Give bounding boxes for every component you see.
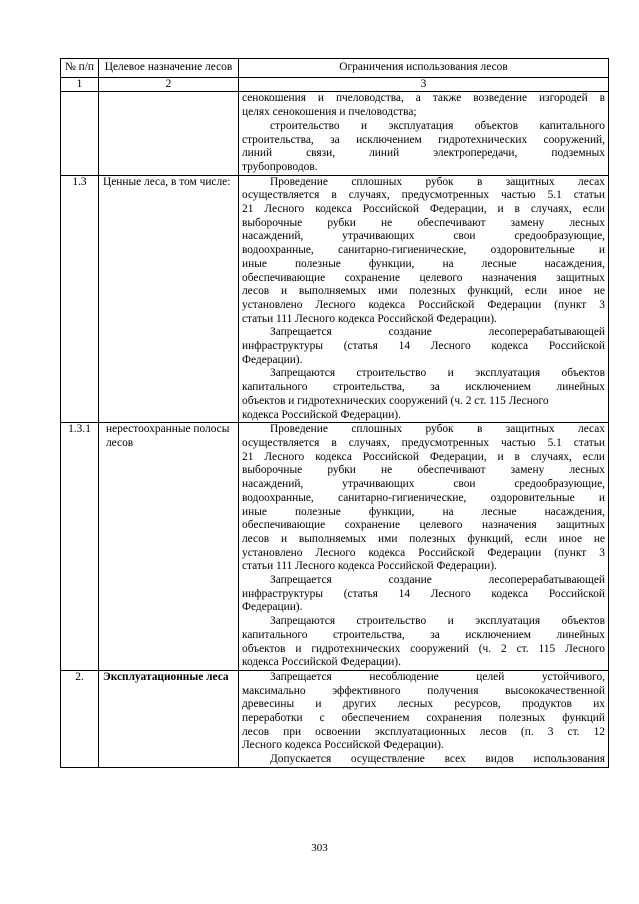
paragraph xyxy=(242,574,605,615)
text-line: объектов и гидротехнических сооружений (ч. 2 ст. 115 Лесного xyxy=(242,642,605,655)
table-row xyxy=(61,670,609,767)
text-line: инфраструктуры (статья 14 Лесного кодекса Российской xyxy=(242,340,605,353)
text-line: Федерации). xyxy=(242,353,303,366)
row-number: 1.3.1 xyxy=(61,423,99,671)
text-line: Запрещаются строительство и эксплуатация объектов xyxy=(270,367,605,380)
text-line: переработки с обеспечением сохранения полезных функций xyxy=(242,712,605,725)
text-line: Проведение сплошных рубок в защитных лесах xyxy=(270,423,605,436)
paragraph xyxy=(242,92,605,119)
row-restrictions xyxy=(239,423,609,671)
text-line: целях сенокошения и пчеловодства; xyxy=(242,106,417,119)
row-number: 1.3 xyxy=(61,175,99,423)
text-line: 21 Лесного кодекса Российской Федерации, и в случаях, если xyxy=(242,450,605,463)
text-line: насаждений, утрачивающих свои средообразующие, xyxy=(242,230,605,243)
table-row xyxy=(61,175,609,423)
text-line: установлено Лесного кодекса Российской Федерации (пункт 3 xyxy=(242,546,605,559)
document-page xyxy=(60,58,608,768)
table-row xyxy=(61,92,609,175)
text-line: Федерации). xyxy=(242,601,303,614)
column-number-2: 2 xyxy=(99,77,239,92)
text-line: древесины и других лесных ресурсов, продуктов их xyxy=(242,698,605,711)
text-line: иные полезные функции, на лесные насаждения, xyxy=(242,257,605,270)
row-number: 2. xyxy=(61,670,99,767)
text-line: Запрещается создание лесоперерабатывающей xyxy=(270,574,605,587)
text-line: сенокошения и пчеловодства, а также возведение изгородей в xyxy=(242,92,605,105)
paragraph xyxy=(242,367,605,422)
text-line: капитального строительства, за исключением линейных xyxy=(242,381,605,394)
header-number: № п/п xyxy=(61,59,99,78)
text-line: Запрещается несоблюдение целей устойчивого, xyxy=(270,670,605,683)
text-line: насаждений, утрачивающих свои средообразующие, xyxy=(242,478,605,491)
column-number-1: 1 xyxy=(61,77,99,92)
header-purpose: Целевое назначение лесов xyxy=(99,59,239,78)
paragraph xyxy=(242,423,605,574)
text-line: водоохранные, санитарно-гигиенические, оздоровительные и xyxy=(242,244,605,257)
column-number-3: 3 xyxy=(239,77,609,92)
row-number xyxy=(61,92,99,175)
paragraph xyxy=(242,753,605,767)
text-line: статьи 111 Лесного кодекса Российской Федерации). xyxy=(242,312,497,325)
text-line: капитального строительства, за исключением линейных xyxy=(242,628,605,641)
row-purpose: Эксплуатационные леса xyxy=(99,670,239,767)
text-line: строительства, за исключением гидротехнических сооружений, xyxy=(242,133,605,146)
paragraph xyxy=(242,176,605,327)
text-line: строительство и эксплуатация объектов капитального xyxy=(270,119,605,132)
row-purpose: нерестоохранные полосы лесов xyxy=(99,423,239,671)
text-line: объектов и гидротехнических сооружений (ч. 2 ст. 115 Лесного xyxy=(242,394,549,407)
text-line: статьи 111 Лесного кодекса Российской Федерации). xyxy=(242,560,497,573)
text-line: установлено Лесного кодекса Российской Федерации (пункт 3 xyxy=(242,298,605,311)
text-line: обеспечивающие сохранение целевого назначения защитных xyxy=(242,271,605,284)
text-line: выборочные рубки не обеспечивают замену лесных xyxy=(242,216,605,229)
paragraph xyxy=(242,120,605,175)
text-line: Допускается осуществление всех видов использования xyxy=(270,753,605,766)
page-number: 303 xyxy=(311,842,328,854)
text-line: инфраструктуры (статья 14 Лесного кодекса Российской xyxy=(242,587,605,600)
paragraph xyxy=(242,671,605,753)
text-line: Запрещается создание лесоперерабатывающей xyxy=(270,326,605,339)
header-restrictions: Ограничения использования лесов xyxy=(239,59,609,78)
text-line: лесов и выполняемых ими полезных функций, если иное не xyxy=(242,285,605,298)
row-restrictions xyxy=(239,670,609,767)
text-line: иные полезные функции, на лесные насаждения, xyxy=(242,505,605,518)
row-restrictions xyxy=(239,92,609,175)
text-line: кодекса Российской Федерации). xyxy=(242,656,401,669)
text-line: Лесного кодекса Российской Федерации). xyxy=(242,739,444,752)
text-line: кодекса Российской Федерации). xyxy=(242,408,401,421)
table-header-row xyxy=(61,59,609,78)
table-row xyxy=(61,423,609,671)
text-line: 21 Лесного кодекса Российской Федерации, и в случаях, если xyxy=(242,203,605,216)
text-line: Проведение сплошных рубок в защитных лесах xyxy=(270,175,605,188)
text-line: Запрещаются строительство и эксплуатация объектов xyxy=(270,615,605,628)
text-line: осуществляется в случаях, предусмотренных частью 5.1 статьи xyxy=(242,189,605,202)
row-purpose xyxy=(99,92,239,175)
row-purpose: Ценные леса, в том числе: xyxy=(99,175,239,423)
text-line: обеспечивающие сохранение целевого назначения защитных xyxy=(242,519,605,532)
text-line: максимально эффективного получения высококачественной xyxy=(242,684,605,697)
text-line: лесов и выполняемых ими полезных функций, если иное не xyxy=(242,532,605,545)
paragraph xyxy=(242,326,605,367)
forest-restrictions-table xyxy=(60,58,609,768)
column-number-row xyxy=(61,77,609,92)
text-line: водоохранные, санитарно-гигиенические, оздоровительные и xyxy=(242,491,605,504)
text-line: лесов при освоении эксплуатационных лесов (п. 3 ст. 12 xyxy=(242,725,605,738)
row-restrictions xyxy=(239,175,609,423)
text-line: осуществляется в случаях, предусмотренных частью 5.1 статьи xyxy=(242,436,605,449)
text-line: линий связи, линий электропередачи, подземных xyxy=(242,147,605,160)
text-line: трубопроводов. xyxy=(242,160,318,173)
text-line: выборочные рубки не обеспечивают замену лесных xyxy=(242,464,605,477)
paragraph xyxy=(242,615,605,670)
